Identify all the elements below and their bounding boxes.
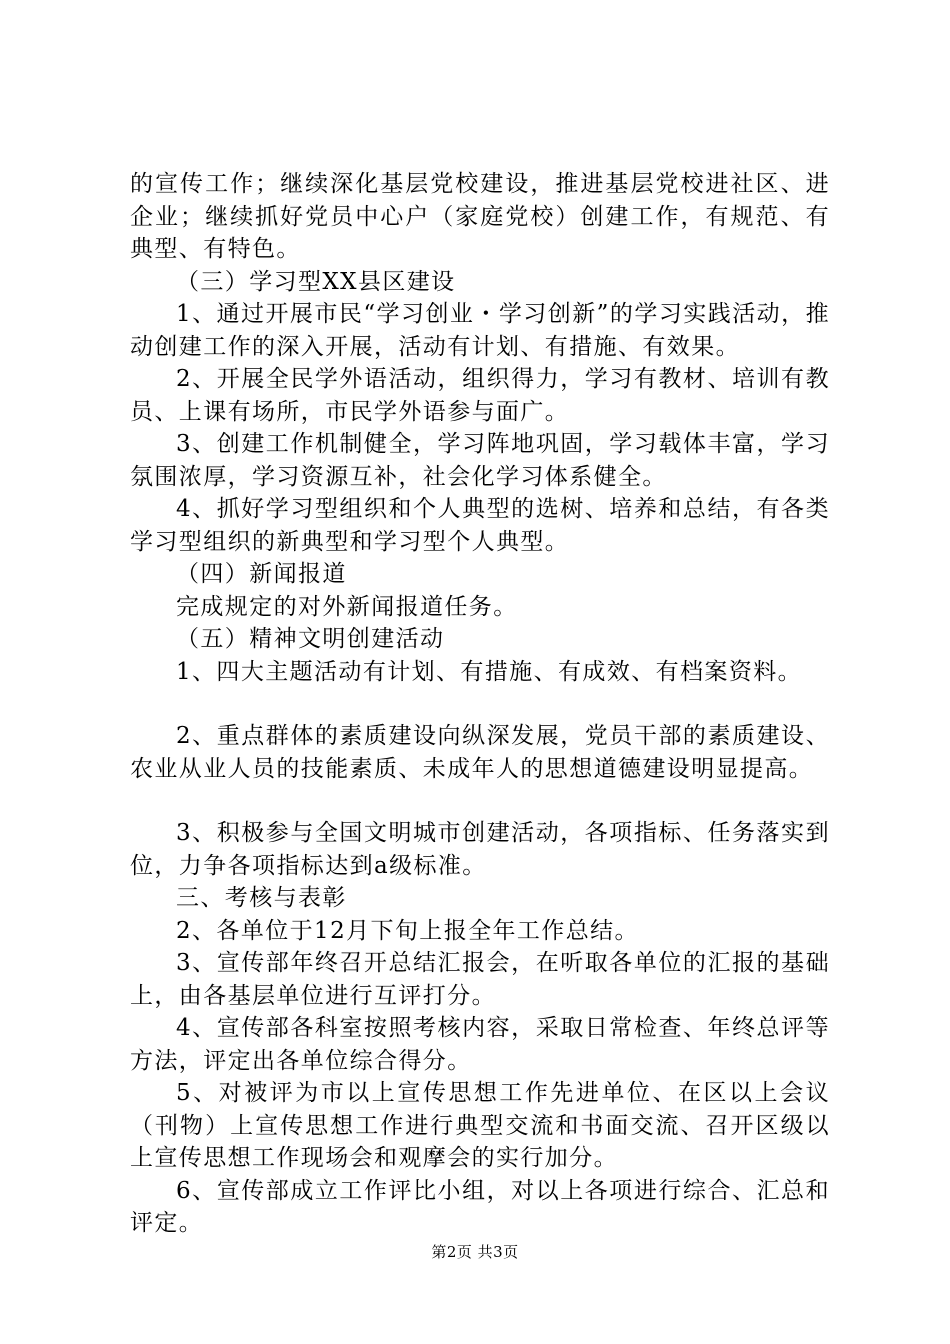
paragraph-item: 1、通过开展市民“学习创业・学习创新”的学习实践活动，推动创建工作的深入开展，活动有计划、有措施、有效果。 xyxy=(130,301,830,360)
document-body xyxy=(130,168,830,1240)
paragraph-item: 4、宣传部各科室按照考核内容，采取日常检查、年终总评等方法，评定出各单位综合得分。 xyxy=(130,1015,830,1074)
paragraph-item: 6、宣传部成立工作评比小组，对以上各项进行综合、汇总和评定。 xyxy=(130,1177,830,1236)
heading-section-5: （五）精神文明创建活动 xyxy=(176,626,445,652)
page-number-footer: 第2页 共3页 xyxy=(431,1243,519,1261)
paragraph-item: 1、四大主题活动有计划、有措施、有成效、有档案资料。 xyxy=(176,658,803,685)
paragraph-item: 3、积极参与全国文明城市创建活动，各项指标、任务落实到位，力争各项指标达到a级标准。 xyxy=(130,820,830,879)
paragraph-item: 完成规定的对外新闻报道任务。 xyxy=(176,593,518,620)
paragraph-item: 4、抓好学习型组织和个人典型的选树、培养和总结，有各类学习型组织的新典型和学习型个人典型。 xyxy=(130,496,830,555)
paragraph-item: 3、宣传部年终召开总结汇报会，在听取各单位的汇报的基础上，由各基层单位进行互评打分。 xyxy=(130,950,830,1009)
paragraph-item: 5、对被评为市以上宣传思想工作先进单位、在区以上会议（刊物）上宣传思想工作进行典型交流和书面交流、召开区级以上宣传思想工作现场会和观摩会的实行加分。 xyxy=(130,1080,830,1171)
paragraph-item: 2、开展全民学外语活动，组织得力，学习有教材、培训有教员、上课有场所，市民学外语参与面广。 xyxy=(130,366,830,425)
heading-section-4: （四）新闻报道 xyxy=(176,561,347,587)
paragraph-item: 3、创建工作机制健全，学习阵地巩固，学习载体丰富，学习氛围浓厚，学习资源互补，社会化学习体系健全。 xyxy=(130,431,830,490)
paragraph-item: 2、各单位于12月下旬上报全年工作总结。 xyxy=(176,917,639,944)
paragraph-continued-intro: 的宣传工作；继续深化基层党校建设，推进基层党校进社区、进企业；继续抓好党员中心户（家庭党校）创建工作，有规范、有典型、有特色。 xyxy=(130,171,830,262)
paragraph-item: 2、重点群体的素质建设向纵深发展，党员干部的素质建设、农业从业人员的技能素质、未成年人的思想道德建设明显提高。 xyxy=(130,723,830,782)
heading-assessment: 三、考核与表彰 xyxy=(176,885,347,911)
heading-section-3: （三）学习型XX县区建设 xyxy=(176,268,456,295)
